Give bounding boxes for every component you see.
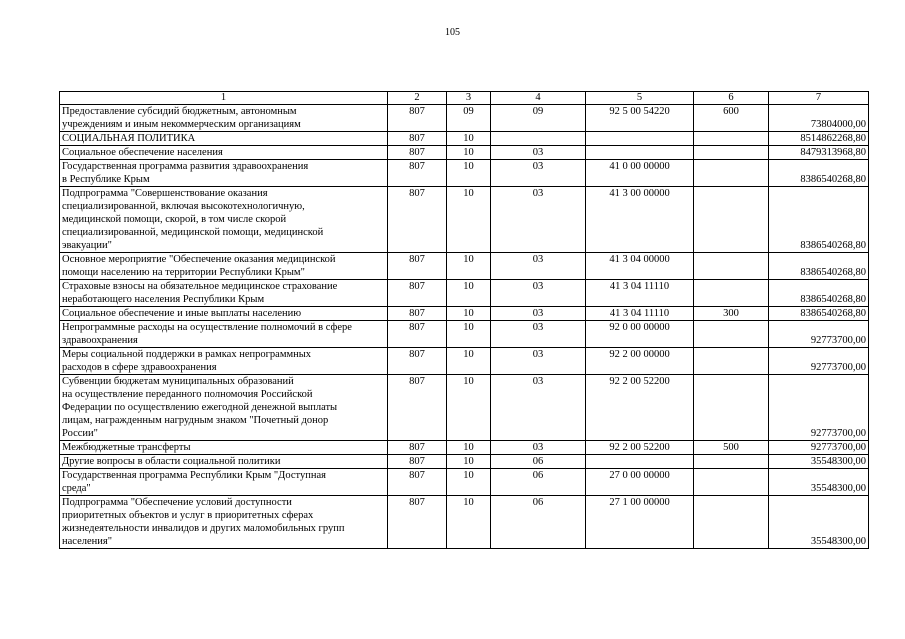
subsection-code: 03 [491, 375, 586, 441]
column-header: 7 [769, 92, 869, 105]
row-name-line: Государственная программа развития здравоохранения [62, 161, 309, 172]
row-name-line: Государственная программа Республики Крым "Доступная [62, 470, 326, 481]
amount: 35548300,00 [769, 455, 869, 469]
subsection-code: 06 [491, 496, 586, 549]
section-code: 10 [447, 348, 491, 375]
chapter-code: 807 [388, 146, 447, 160]
target-article-code: 41 3 00 00000 [586, 187, 694, 253]
table-row [60, 441, 869, 455]
section-code: 09 [447, 105, 491, 132]
column-header: 6 [694, 92, 769, 105]
subsection-code: 03 [491, 146, 586, 160]
section-code: 10 [447, 441, 491, 455]
row-name-line: лицам, награжденным нагрудным знаком "Почетный донор [62, 415, 329, 426]
row-name-line: России" [62, 428, 98, 439]
row-name-line: специализированной, включая высокотехнологичную, [62, 201, 305, 212]
target-article-code: 92 0 00 00000 [586, 321, 694, 348]
amount: 35548300,00 [769, 469, 869, 496]
row-name-line: Социальное обеспечение населения [62, 147, 223, 158]
chapter-code: 807 [388, 280, 447, 307]
target-article-code: 41 0 00 00000 [586, 160, 694, 187]
table-row [60, 455, 869, 469]
column-header: 4 [491, 92, 586, 105]
chapter-code: 807 [388, 187, 447, 253]
row-name-line: Субвенции бюджетам муниципальных образований [62, 376, 294, 387]
section-code: 10 [447, 187, 491, 253]
chapter-code: 807 [388, 496, 447, 549]
column-header: 3 [447, 92, 491, 105]
table-row [60, 160, 869, 187]
chapter-code: 807 [388, 455, 447, 469]
row-name-line: Основное мероприятие "Обеспечение оказания медицинской [62, 254, 336, 265]
section-code: 10 [447, 307, 491, 321]
amount: 35548300,00 [769, 496, 869, 549]
row-name [60, 280, 388, 307]
amount: 73804000,00 [769, 105, 869, 132]
row-name [60, 321, 388, 348]
row-name-line: помощи населению на территории Республики Крым" [62, 267, 305, 278]
row-name [60, 132, 388, 146]
amount: 8386540268,80 [769, 307, 869, 321]
section-code: 10 [447, 253, 491, 280]
expense-type-code: 500 [694, 441, 769, 455]
page-number: 105 [445, 27, 460, 38]
row-name-line: Меры социальной поддержки в рамках непрограммных [62, 349, 312, 360]
row-name [60, 160, 388, 187]
subsection-code: 03 [491, 348, 586, 375]
table-row [60, 146, 869, 160]
budget-table [59, 91, 869, 549]
chapter-code: 807 [388, 469, 447, 496]
chapter-code: 807 [388, 160, 447, 187]
row-name-line: СОЦИАЛЬНАЯ ПОЛИТИКА [62, 133, 196, 144]
target-article-code: 92 2 00 00000 [586, 348, 694, 375]
row-name-line: жизнедеятельности инвалидов и других маломобильных групп [62, 523, 345, 534]
target-article-code: 27 0 00 00000 [586, 469, 694, 496]
table-row [60, 348, 869, 375]
row-name-line: неработающего населения Республики Крым [62, 294, 265, 305]
amount: 8514862268,80 [769, 132, 869, 146]
row-name [60, 307, 388, 321]
row-name [60, 441, 388, 455]
chapter-code: 807 [388, 307, 447, 321]
target-article-code: 27 1 00 00000 [586, 496, 694, 549]
row-name-line: приоритетных объектов и услуг в приоритетных сферах [62, 510, 314, 521]
table-row [60, 187, 869, 253]
row-name-line: в Республике Крым [62, 174, 150, 185]
section-code: 10 [447, 496, 491, 549]
table-row [60, 132, 869, 146]
section-code: 10 [447, 160, 491, 187]
expense-type-code [694, 375, 769, 441]
column-header: 1 [60, 92, 388, 105]
row-name-line: Непрограммные расходы на осуществление полномочий в сфере [62, 322, 352, 333]
row-name [60, 348, 388, 375]
row-name-line: Страховые взносы на обязательное медицинское страхование [62, 281, 338, 292]
expense-type-code [694, 496, 769, 549]
column-header: 2 [388, 92, 447, 105]
row-name-line: Подпрограмма "Совершенствование оказания [62, 188, 268, 199]
row-name-line: специализированной, медицинской помощи, медицинской [62, 227, 324, 238]
row-name-line: Другие вопросы в области социальной политики [62, 456, 281, 467]
row-name-line: населения" [62, 536, 112, 547]
subsection-code: 03 [491, 160, 586, 187]
table-row [60, 105, 869, 132]
row-name-line: здравоохранения [62, 335, 138, 346]
table-row [60, 253, 869, 280]
section-code: 10 [447, 280, 491, 307]
subsection-code: 03 [491, 253, 586, 280]
table-row [60, 321, 869, 348]
expense-type-code [694, 132, 769, 146]
subsection-code: 09 [491, 105, 586, 132]
expense-type-code [694, 160, 769, 187]
amount: 8386540268,80 [769, 187, 869, 253]
subsection-code: 03 [491, 187, 586, 253]
row-name [60, 375, 388, 441]
row-name [60, 455, 388, 469]
expense-type-code [694, 280, 769, 307]
amount: 8386540268,80 [769, 253, 869, 280]
row-name-line: Подпрограмма "Обеспечение условий доступности [62, 497, 292, 508]
expense-type-code [694, 348, 769, 375]
section-code: 10 [447, 469, 491, 496]
row-name-line: Социальное обеспечение и иные выплаты населению [62, 308, 302, 319]
row-name [60, 187, 388, 253]
chapter-code: 807 [388, 441, 447, 455]
amount: 92773700,00 [769, 441, 869, 455]
target-article-code: 41 3 04 00000 [586, 253, 694, 280]
table-row [60, 496, 869, 549]
subsection-code: 06 [491, 455, 586, 469]
section-code: 10 [447, 455, 491, 469]
row-name-line: расходов в сфере здравоохранения [62, 362, 217, 373]
expense-type-code [694, 146, 769, 160]
row-name [60, 105, 388, 132]
chapter-code: 807 [388, 348, 447, 375]
column-number-header-row [60, 92, 869, 105]
target-article-code: 41 3 04 11110 [586, 307, 694, 321]
section-code: 10 [447, 132, 491, 146]
target-article-code: 41 3 04 11110 [586, 280, 694, 307]
amount: 8386540268,80 [769, 160, 869, 187]
expense-type-code [694, 187, 769, 253]
table-row [60, 280, 869, 307]
row-name-line: медицинской помощи, скорой, в том числе скорой [62, 214, 287, 225]
column-header: 5 [586, 92, 694, 105]
target-article-code [586, 146, 694, 160]
subsection-code: 03 [491, 280, 586, 307]
table-row [60, 307, 869, 321]
chapter-code: 807 [388, 321, 447, 348]
row-name [60, 146, 388, 160]
target-article-code: 92 2 00 52200 [586, 375, 694, 441]
amount: 92773700,00 [769, 375, 869, 441]
target-article-code: 92 5 00 54220 [586, 105, 694, 132]
row-name-line: на осуществление переданного полномочия Российской [62, 389, 313, 400]
subsection-code: 03 [491, 441, 586, 455]
amount: 92773700,00 [769, 348, 869, 375]
row-name-line: Межбюджетные трансферты [62, 442, 191, 453]
row-name-line: среда" [62, 483, 91, 494]
expense-type-code [694, 321, 769, 348]
chapter-code: 807 [388, 105, 447, 132]
target-article-code [586, 132, 694, 146]
row-name-line: эвакуации" [62, 240, 112, 251]
amount: 8479313968,80 [769, 146, 869, 160]
amount: 92773700,00 [769, 321, 869, 348]
subsection-code: 06 [491, 469, 586, 496]
expense-type-code [694, 469, 769, 496]
row-name [60, 496, 388, 549]
expense-type-code: 300 [694, 307, 769, 321]
row-name [60, 469, 388, 496]
chapter-code: 807 [388, 132, 447, 146]
row-name [60, 253, 388, 280]
target-article-code: 92 2 00 52200 [586, 441, 694, 455]
row-name-line: учреждениям и иным некоммерческим организациям [62, 119, 301, 130]
subsection-code [491, 132, 586, 146]
section-code: 10 [447, 375, 491, 441]
section-code: 10 [447, 321, 491, 348]
row-name-line: Предоставление субсидий бюджетным, автономным [62, 106, 297, 117]
section-code: 10 [447, 146, 491, 160]
row-name-line: Федерации по осуществлению ежегодной денежной выплаты [62, 402, 338, 413]
expense-type-code [694, 455, 769, 469]
expense-type-code [694, 253, 769, 280]
table-row [60, 469, 869, 496]
expense-type-code: 600 [694, 105, 769, 132]
subsection-code: 03 [491, 321, 586, 348]
chapter-code: 807 [388, 375, 447, 441]
target-article-code [586, 455, 694, 469]
chapter-code: 807 [388, 253, 447, 280]
table-row [60, 375, 869, 441]
amount: 8386540268,80 [769, 280, 869, 307]
subsection-code: 03 [491, 307, 586, 321]
